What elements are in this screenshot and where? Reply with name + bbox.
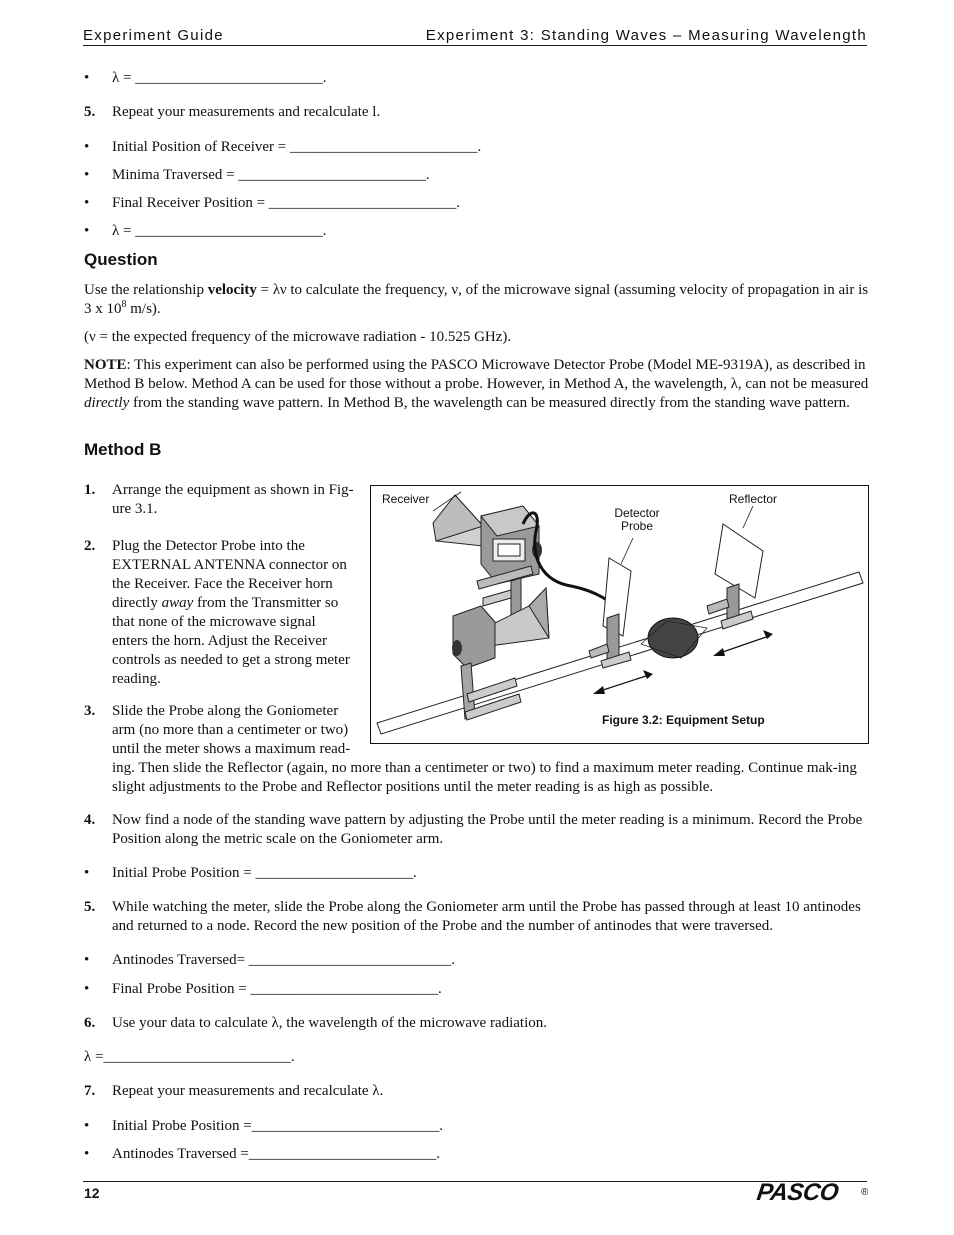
page-number: 12 bbox=[84, 1185, 100, 1201]
detector-probe-label: Detector Probe bbox=[614, 506, 660, 533]
lambda-answer: λ =_________________________. bbox=[84, 1049, 295, 1065]
reflector-label: Reflector bbox=[729, 492, 778, 506]
page-header bbox=[83, 25, 867, 46]
receiver-label: Receiver bbox=[382, 492, 430, 506]
step-3-continued: ing. Then slide the Reflector (again, no more than a centimeter or two) to find a maximum meter reading. Continue mak-ing slight adjustments to the Probe and Reflector positions until the meter reading is as high as possible. bbox=[112, 760, 857, 795]
equipment-figure bbox=[370, 485, 869, 744]
method-b-heading: Method B bbox=[84, 440, 162, 459]
header-left: Experiment Guide bbox=[83, 27, 224, 44]
frequency-note: (ν = the expected frequency of the microwave radiation - 10.525 GHz). bbox=[84, 329, 512, 345]
registered-mark: ® bbox=[861, 1187, 869, 1198]
footer-rule bbox=[83, 1181, 867, 1182]
question-heading: Question bbox=[84, 250, 158, 269]
lambda-blank: λ = _________________________. bbox=[112, 70, 327, 86]
note-paragraph: NOTE: This experiment can also be performed using the PASCO Microwave Detector Probe (Model ME-9319A), as described in Method B below. Method A can be used for those without a probe. However, in Method A, the wavelength, λ, can not be measured directly from the standing wave pattern. In Method B, the wavelength can be measured directly from the standing wave pattern. bbox=[84, 357, 869, 411]
figure-caption: Figure 3.2: Equipment Setup bbox=[602, 713, 765, 727]
header-right: Experiment 3: Standing Waves – Measuring Wavelength bbox=[425, 27, 867, 44]
question-paragraph: Use the relationship velocity = λν to calculate the frequency, ν, of the microwave signal (assuming velocity of propagation in air is 3 x $10^8$ m/s). bbox=[84, 282, 869, 317]
pasco-logo: PASCO bbox=[755, 1179, 840, 1206]
